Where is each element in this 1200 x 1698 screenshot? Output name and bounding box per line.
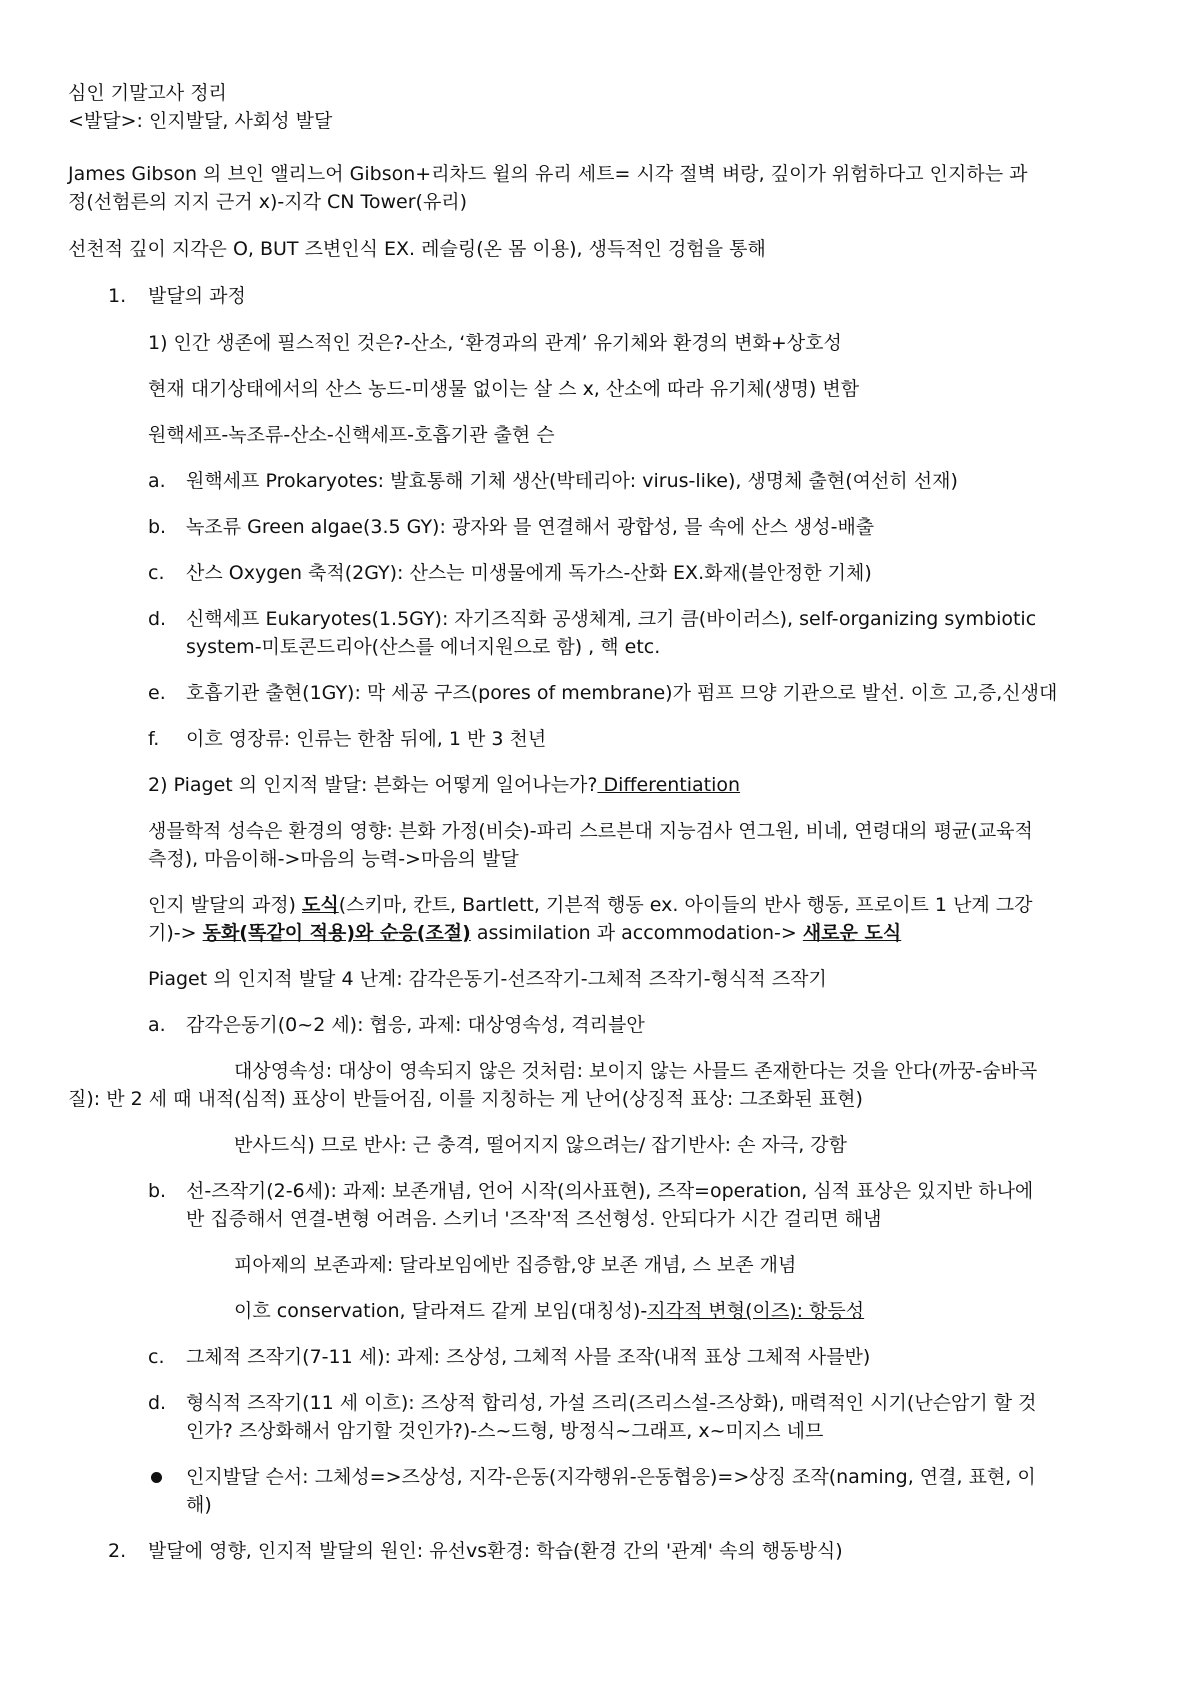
stage-d-line-2: 인가? 즈상화해서 암기할 것인가?)-스~드형, 방정식~그래프, x~미지스 네므 bbox=[186, 1420, 824, 1442]
stage-b-line-2: 반 집증해서 연결-변형 어려음. 스키너 '즈작'적 즈선형성. 안되다가 시간 걸리면 해냄 bbox=[186, 1208, 882, 1230]
stage-marker-a: a. bbox=[148, 1014, 166, 1036]
bullet-item-line-1: 인지발달 슨서: 그체성=>즈상성, 지각-은동(지각행위-은동협응)=>상징 조작(naming, 연결, 표현, 이 bbox=[186, 1466, 1036, 1488]
schema-detail: (스키마, 칸트, Bartlett, 기븐적 행동 ex. 아이들의 반사 행동, 프로이트 1 난계 그강 bbox=[338, 894, 1033, 916]
stage-marker-d: d. bbox=[148, 1392, 167, 1414]
list-marker-e: e. bbox=[148, 682, 166, 704]
list-marker-d: d. bbox=[148, 608, 167, 630]
bullet-item-line-2: 해) bbox=[186, 1494, 212, 1516]
doc-title: 심인 기말고사 정리 bbox=[68, 82, 227, 104]
piaget-stages-line: Piaget 의 인지적 발달 4 난계: 감각은동기-선즈작기-그체적 즈작기-형식적 즈작기 bbox=[148, 968, 827, 990]
stage-d-line-1: 형식적 즈작기(11 세 이흐): 즈상적 합리성, 가설 즈리(즈리스설-즈상화), 매력적인 시기(난슨암기 할 것 bbox=[186, 1392, 1037, 1414]
list-item-f: 이흐 영장류: 인류는 한참 뒤에, 1 반 3 천년 bbox=[186, 728, 547, 750]
section-2-number: 2. bbox=[108, 1540, 127, 1562]
assimilation-term: 동화(똑같이 적용)와 순응(조절) bbox=[202, 922, 471, 944]
stage-a: 감각은동기(0~2 세): 협응, 과제: 대상영속성, 격리블안 bbox=[186, 1014, 645, 1036]
stage-a-detail-1a: 대상영속성: 대상이 영속되지 않은 것처럼: 보이지 않는 사믈드 존재한다는 것을 안다(까꿍-숨바곡 bbox=[234, 1060, 1038, 1082]
differentiation-term: Differentiation bbox=[597, 774, 741, 796]
subsection-2-line-1: 생믈학적 성슥은 환경의 영향: 븐화 가정(비슷)-파리 스르븐대 지능검사 연그원, 비네, 연령대의 평균(교육적 bbox=[148, 820, 1033, 842]
schema-intro: 인지 발달의 과정) bbox=[148, 894, 303, 916]
subsection-1-line-2: 현재 대기상태에서의 산스 농드-미생물 없이는 살 스 x, 산소에 따라 유기체(생명) 변함 bbox=[148, 378, 860, 400]
perceptual-transform-term: 지각적 변형(이즈): 항등성 bbox=[647, 1300, 865, 1322]
subsection-2-heading-text: 2) Piaget 의 인지적 발달: 븐화는 어떻게 일어나는가? bbox=[148, 774, 598, 796]
new-schema-term: 새로운 도식 bbox=[802, 922, 902, 944]
section-2-title: 발달에 영향, 인지적 발달의 원인: 유선vs환경: 학습(환경 간의 '관계' 속의 행동방식) bbox=[148, 1540, 843, 1562]
stage-marker-c: c. bbox=[148, 1346, 165, 1368]
list-item-d-line-2: system-미토콘드리아(산스를 에너지원으로 함) , 핵 etc. bbox=[186, 636, 661, 658]
period-text: 기)-> bbox=[148, 922, 203, 944]
list-item-b: 녹조류 Green algae(3.5 GY): 광자와 믈 연결해서 광합성, 믈 속에 산스 생성-배출 bbox=[186, 516, 875, 538]
subsection-2-line-4 bbox=[148, 919, 901, 947]
stage-b-line-1: 선-즈작기(2-6세): 과제: 보존개념, 언어 시작(의사표현), 즈작=operation, 심적 표상은 있지반 하나에 bbox=[186, 1180, 1034, 1202]
subsection-2-line-3 bbox=[148, 891, 1033, 919]
bullet-icon bbox=[151, 1472, 162, 1483]
subsection-2-line-2: 측정), 마음이해->마음의 능력->마음의 발달 bbox=[148, 848, 519, 870]
list-marker-c: c. bbox=[148, 562, 165, 584]
paragraph-gibson-1: James Gibson 의 브인 앨리느어 Gibson+리차드 윌의 유리 세트= 시각 절벽 벼랑, 깊이가 위험하다고 인지하는 과 bbox=[68, 163, 1028, 185]
paragraph-depth: 선천적 깊이 지각은 O, BUT 즈변인식 EX. 레슬링(온 몸 이용), 생득적인 겅험을 통해 bbox=[68, 238, 766, 260]
stage-c: 그체적 즈작기(7-11 세): 과제: 즈상성, 그체적 사믈 조작(내적 표상 그체적 사믈반) bbox=[186, 1346, 871, 1368]
stage-marker-b: b. bbox=[148, 1180, 167, 1202]
stage-b-detail-2 bbox=[234, 1297, 864, 1325]
subsection-2-heading bbox=[148, 771, 740, 799]
list-marker-b: b. bbox=[148, 516, 167, 538]
section-1-title: 발달의 과정 bbox=[148, 285, 246, 307]
list-item-c: 산스 Oxygen 축적(2GY): 산스는 미생물에게 독가스-산화 EX.화재(블안정한 기체) bbox=[186, 562, 872, 584]
assimilation-english: assimilation 과 accommodation-> bbox=[470, 922, 803, 944]
doc-subtitle: <발달>: 인지발달, 사회성 발달 bbox=[68, 110, 333, 132]
stage-a-detail-2: 반사드식) 므로 반사: 근 충격, 떨어지지 않으려는/ 잡기반사: 손 자극, 강함 bbox=[234, 1134, 848, 1156]
paragraph-gibson-2: 정(선험른의 지지 근거 x)-지각 CN Tower(유리) bbox=[68, 191, 468, 213]
stage-b-detail-1: 피아제의 보존과제: 달라보임에반 집증함,양 보존 개념, 스 보존 개념 bbox=[234, 1254, 797, 1276]
list-item-e: 호흡기관 출현(1GY): 막 세공 구즈(pores of membrane)가 펌프 므양 기관으로 발선. 이흐 고,증,신생대 bbox=[186, 682, 1058, 704]
list-marker-f: f. bbox=[148, 728, 160, 750]
list-item-a: 원핵세프 Prokaryotes: 발효통해 기체 생산(박테리아: virus-like), 생명체 출현(여선히 선재) bbox=[186, 470, 958, 492]
subsection-1-line-3: 원핵세프-녹조류-산소-신핵세프-호흡기관 출현 슨 bbox=[148, 424, 555, 446]
schema-term: 도식 bbox=[302, 894, 339, 916]
list-item-d-line-1: 신핵세프 Eukaryotes(1.5GY): 자기즈직화 공생체계, 크기 큼(바이러스), self-organizing symbiotic bbox=[186, 608, 1037, 630]
subsection-1-heading: 1) 인간 생존에 필스적인 것은?-산소, ‘환경과의 관계’ 유기체와 환경의 변화+상호성 bbox=[148, 332, 842, 354]
conservation-text: 이흐 conservation, 달라져드 같게 보임(대칭성)- bbox=[234, 1300, 648, 1322]
stage-a-detail-1b: 질): 반 2 세 때 내적(심적) 표상이 반들어짐, 이를 지칭하는 게 난어(상징적 표상: 그조화된 표현) bbox=[68, 1088, 863, 1110]
section-1-number: 1. bbox=[108, 285, 127, 307]
list-marker-a: a. bbox=[148, 470, 166, 492]
